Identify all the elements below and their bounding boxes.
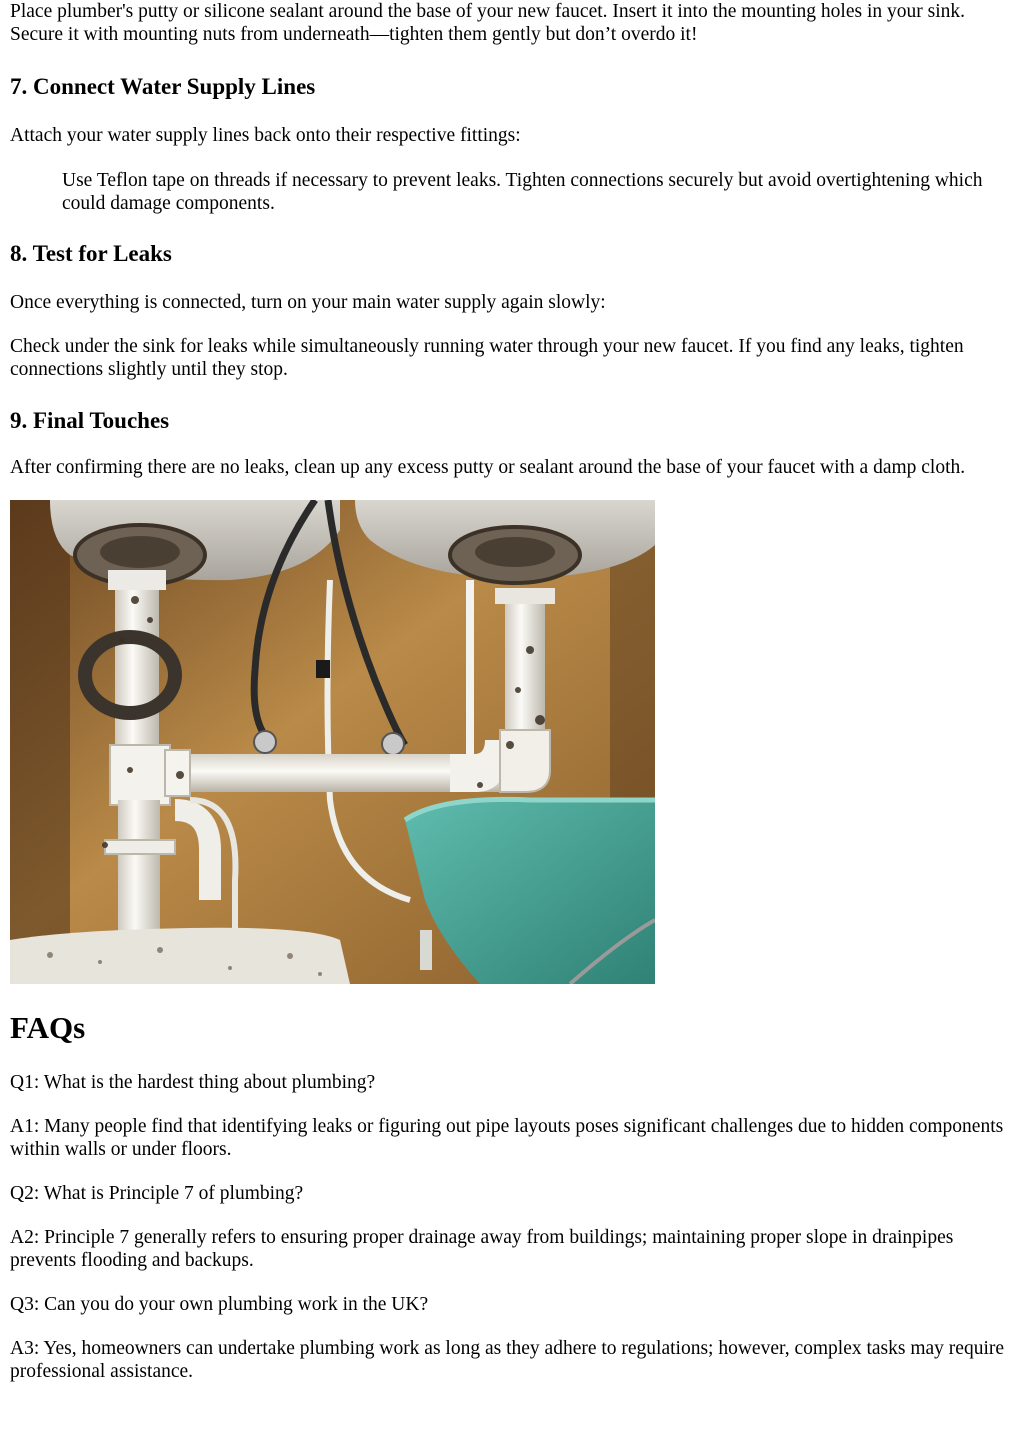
storage-box xyxy=(10,928,350,984)
section-6-paragraph: Place plumber's putty or silicone sealant around the base of your new faucet. Insert it into the mounting holes in your sink. Secure it with mounting nuts from underneath—tighten them gently but don’t overdo it! xyxy=(10,1,966,45)
faq-answer-1: A1: Many people find that identifying leaks or figuring out pipe layouts poses significant challenges due to hidden components within walls or under floors. xyxy=(10,1116,1004,1160)
article-body xyxy=(10,0,1014,1383)
faq-question-1: Q1: What is the hardest thing about plumbing? xyxy=(10,1072,376,1093)
faq-answer-3: A3: Yes, homeowners can undertake plumbing work as long as they adhere to regulations; however, complex tasks may require professional assistance. xyxy=(10,1338,1005,1382)
shutoff-valve-right xyxy=(382,733,404,755)
faq-question-3: Q3: Can you do your own plumbing work in the UK? xyxy=(10,1294,429,1315)
section-8-paragraph-2: Check under the sink for leaks while simultaneously running water through your new faucet. If you find any leaks, tighten connections slightly until they stop. xyxy=(10,336,964,380)
shutoff-valve-left xyxy=(254,731,276,753)
section-8-heading: 8. Test for Leaks xyxy=(10,241,172,266)
section-7-paragraph: Attach your water supply lines back onto their respective fittings: xyxy=(10,125,521,146)
section-8-paragraph-1: Once everything is connected, turn on your main water supply again slowly: xyxy=(10,292,606,313)
under-sink-plumbing-photo xyxy=(10,500,655,984)
faq-heading: FAQs xyxy=(10,1010,86,1045)
section-9-heading: 9. Final Touches xyxy=(10,408,170,433)
section-7-blockquote: Use Teflon tape on threads if necessary to prevent leaks. Tighten connections securely but avoid overtightening which could damage components. xyxy=(62,170,983,214)
faq-question-2: Q2: What is Principle 7 of plumbing? xyxy=(10,1183,304,1204)
faq-answer-2: A2: Principle 7 generally refers to ensuring proper drainage away from buildings; maintaining proper slope in drainpipes prevents flooding and backups. xyxy=(10,1227,954,1271)
section-9-paragraph: After confirming there are no leaks, clean up any excess putty or sealant around the base of your faucet with a damp cloth. xyxy=(10,457,966,478)
section-7-heading: 7. Connect Water Supply Lines xyxy=(10,74,316,99)
